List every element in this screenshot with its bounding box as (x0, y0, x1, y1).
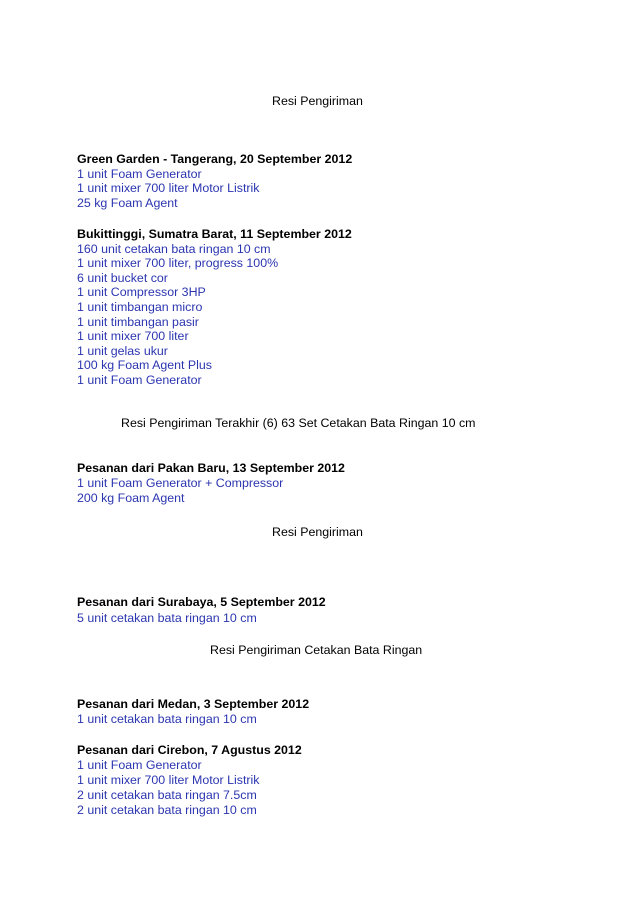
order-heading-surabaya: Pesanan dari Surabaya, 5 September 2012 (77, 595, 326, 609)
order-item: 1 unit Compressor 3HP (77, 285, 206, 299)
order-item: 1 unit mixer 700 liter Motor Listrik (77, 773, 260, 787)
order-item: 1 unit Foam Generator + Compressor (77, 476, 284, 490)
order-item: 200 kg Foam Agent (77, 491, 185, 505)
caption-resi-pengiriman: Resi Pengiriman (272, 94, 363, 108)
order-heading-pakan-baru: Pesanan dari Pakan Baru, 13 September 2012 (77, 461, 345, 475)
order-item: 1 unit timbangan pasir (77, 315, 199, 329)
caption-resi-pengiriman: Resi Pengiriman (272, 525, 363, 539)
order-item: 1 unit timbangan micro (77, 300, 203, 314)
order-item: 1 unit Foam Generator (77, 373, 202, 387)
order-heading-bukittinggi: Bukittinggi, Sumatra Barat, 11 September 2012 (77, 227, 352, 241)
order-item: 2 unit cetakan bata ringan 7.5cm (77, 788, 257, 802)
order-item: 160 unit cetakan bata ringan 10 cm (77, 242, 271, 256)
order-item: 25 kg Foam Agent (77, 196, 178, 210)
order-item: 5 unit cetakan bata ringan 10 cm (77, 611, 257, 625)
order-heading-green-garden: Green Garden - Tangerang, 20 September 2012 (77, 152, 353, 166)
order-item: 1 unit gelas ukur (77, 344, 168, 358)
order-heading-cirebon: Pesanan dari Cirebon, 7 Agustus 2012 (77, 743, 302, 757)
order-item: 1 unit cetakan bata ringan 10 cm (77, 712, 257, 726)
order-item: 2 unit cetakan bata ringan 10 cm (77, 803, 257, 817)
order-item: 1 unit Foam Generator (77, 167, 202, 181)
order-item: 1 unit mixer 700 liter, progress 100% (77, 256, 279, 270)
order-item: 6 unit bucket cor (77, 271, 168, 285)
order-item: 1 unit mixer 700 liter (77, 329, 189, 343)
order-item: 100 kg Foam Agent Plus (77, 358, 213, 372)
order-item: 1 unit Foam Generator (77, 758, 202, 772)
order-item: 1 unit mixer 700 liter Motor Listrik (77, 181, 260, 195)
order-heading-medan: Pesanan dari Medan, 3 September 2012 (77, 697, 310, 711)
caption-resi-pengiriman-cetakan: Resi Pengiriman Cetakan Bata Ringan (210, 643, 423, 657)
caption-resi-pengiriman-terakhir: Resi Pengiriman Terakhir (6) 63 Set Cetakan Bata Ringan 10 cm (121, 416, 476, 430)
